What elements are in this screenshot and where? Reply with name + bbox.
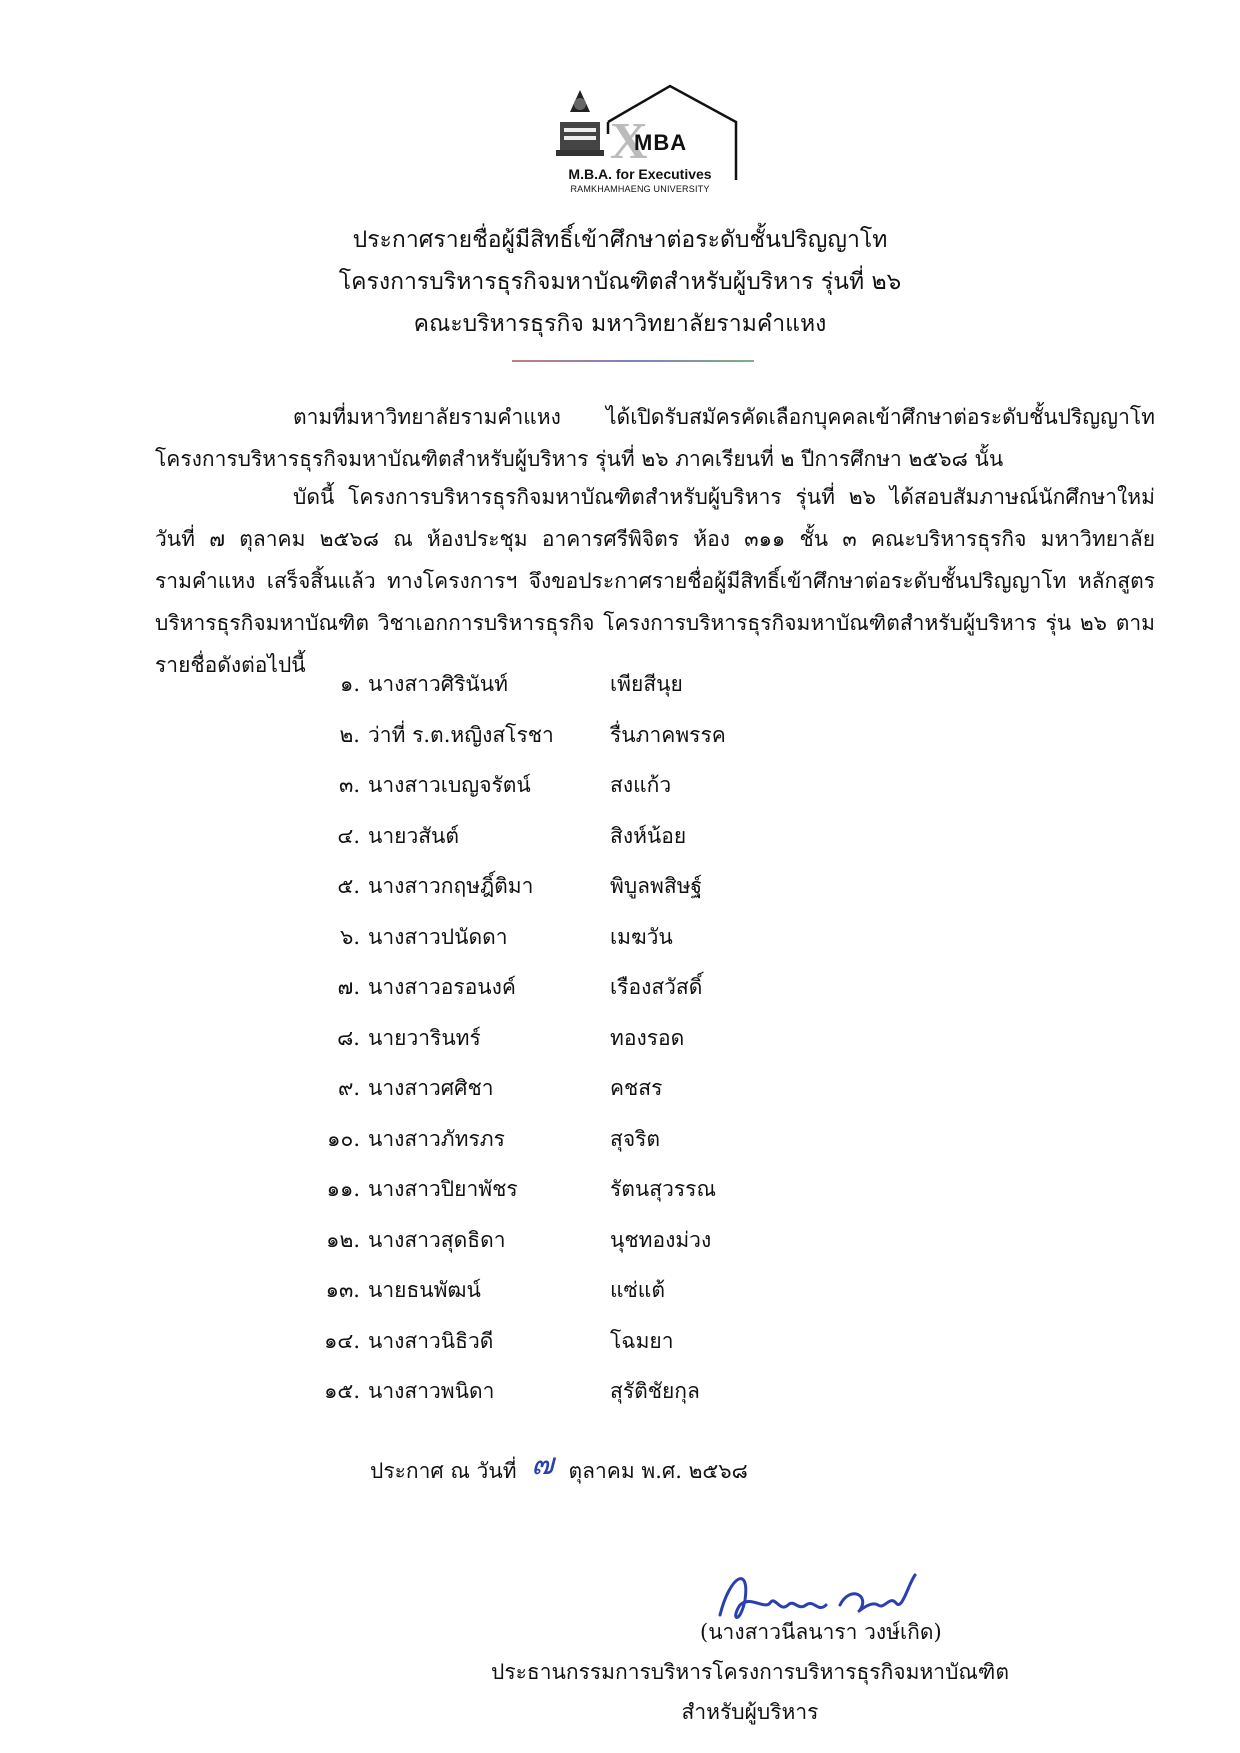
item-first-name: นางสาวศศิชา xyxy=(368,1076,494,1100)
heading-line-2: โครงการบริหารธุรกิจมหาบัณฑิตสำหรับผู้บริหาร รุ่นที่ ๒๖ xyxy=(338,269,902,295)
item-first-name: นางสาวอรอนงค์ xyxy=(368,975,516,999)
item-number: ๑๒. xyxy=(326,1227,360,1252)
signer-title-line-2: สำหรับผู้บริหาร xyxy=(681,1700,819,1724)
item-first-name: นางสาวนิธิวดี xyxy=(368,1328,494,1353)
item-first-name: นายวารินทร์ xyxy=(368,1025,481,1050)
signer-name: (นางสาวนีลนารา วงษ์เกิด) xyxy=(700,1620,942,1644)
item-number: ๑. xyxy=(339,672,360,696)
list-item xyxy=(280,1270,840,1321)
item-number: ๕. xyxy=(337,874,360,898)
announcement-day-handwritten: ๗ xyxy=(531,1447,554,1482)
admitted-names-list xyxy=(280,664,840,1422)
item-first-name: นางสาวศิรินันท์ xyxy=(368,672,508,696)
item-first-name: นางสาวพนิดา xyxy=(368,1379,495,1403)
item-last-name: สุรัติชัยกุล xyxy=(610,1379,700,1403)
item-number: ๑๕. xyxy=(324,1379,360,1403)
list-item xyxy=(280,866,840,917)
item-first-name: นายธนพัฒน์ xyxy=(368,1278,481,1302)
announcement-date xyxy=(370,1445,748,1492)
item-number: ๙. xyxy=(337,1076,360,1100)
announcement-prefix: ประกาศ ณ วันที่ xyxy=(370,1459,517,1483)
heading-line-3: คณะบริหารธุรกิจ มหาวิทยาลัยรามคำแหง xyxy=(413,311,827,337)
list-item xyxy=(280,1169,840,1220)
item-number: ๑๐. xyxy=(327,1126,360,1151)
list-item xyxy=(280,664,840,715)
heading-line-1: ประกาศรายชื่อผู้มีสิทธิ์เข้าศึกษาต่อระดับชั้นปริญญาโท xyxy=(352,227,888,253)
item-last-name: เมฆวัน xyxy=(610,924,673,949)
logo-university-name: RAMKHAMHAENG UNIVERSITY xyxy=(570,184,710,194)
item-first-name: นายวสันต์ xyxy=(368,823,460,848)
item-first-name: ว่าที่ ร.ต.หญิงสโรชา xyxy=(368,722,554,747)
item-last-name: สุจริต xyxy=(610,1126,661,1151)
item-number: ๑๓. xyxy=(325,1278,360,1302)
list-item xyxy=(280,1068,840,1119)
item-first-name: นางสาวเบญจรัตน์ xyxy=(368,773,531,797)
list-item xyxy=(280,1220,840,1271)
signer-title-line-1: ประธานกรรมการบริหารโครงการบริหารธุรกิจมหาบัณฑิต xyxy=(491,1660,1009,1684)
list-item xyxy=(280,1119,840,1170)
item-last-name: นุชทองม่วง xyxy=(610,1227,712,1252)
list-item xyxy=(280,816,840,867)
item-last-name: รัตนสุวรรณ xyxy=(610,1177,716,1201)
logo-mba-mark: MBA xyxy=(634,130,688,155)
item-last-name: โฉมยา xyxy=(610,1328,674,1353)
item-last-name: รื่นภาคพรรค xyxy=(610,722,726,747)
item-first-name: นางสาวกฤษฎิ์ติมา xyxy=(368,874,534,898)
list-item xyxy=(280,1371,840,1422)
item-last-name: สิงห์น้อย xyxy=(610,823,687,848)
item-first-name: นางสาวปนัดดา xyxy=(368,924,508,949)
mba-logo xyxy=(540,82,740,200)
item-first-name: นางสาวปิยาพัชร xyxy=(368,1177,518,1201)
item-last-name: คชสร xyxy=(610,1076,663,1100)
item-number: ๘. xyxy=(337,1025,360,1050)
announcement-suffix: ตุลาคม พ.ศ. ๒๕๖๘ xyxy=(568,1459,748,1483)
item-last-name: พิบูลพสิษฐ์ xyxy=(610,874,703,898)
item-number: ๔. xyxy=(337,823,360,848)
item-number: ๑๑. xyxy=(326,1177,360,1201)
list-item xyxy=(280,917,840,968)
item-number: ๗. xyxy=(337,975,360,999)
paragraph-1: ตามที่มหาวิทยาลัยรามคำแหง ได้เปิดรับสมัครคัดเลือกบุคคลเข้าศึกษาต่อระดับชั้นปริญญาโท โครงการบริหารธุรกิจมหาบัณฑิตสำหรับผู้บริหาร รุ่นที่ ๒๖ ภาคเรียนที่ ๒ ปีการศึกษา ๒๕๖๘ นั้น xyxy=(155,405,1155,471)
item-first-name: นางสาวภัทรภร xyxy=(368,1126,505,1151)
item-last-name: สงแก้ว xyxy=(610,773,672,797)
item-number: ๓. xyxy=(338,773,360,797)
item-last-name: เรืองสวัสดิ์ xyxy=(610,975,703,999)
item-last-name: แซ่แต้ xyxy=(610,1278,665,1302)
item-number: ๒. xyxy=(339,722,360,747)
heading-divider xyxy=(512,360,754,362)
list-item xyxy=(280,715,840,766)
item-number: ๖. xyxy=(339,924,360,949)
university-emblem-icon xyxy=(556,90,604,156)
list-item xyxy=(280,1321,840,1372)
item-last-name: เพียสีนุย xyxy=(610,672,683,696)
item-first-name: นางสาวสุดธิดา xyxy=(368,1227,506,1252)
item-last-name: ทองรอด xyxy=(610,1025,685,1050)
paragraph-2: บัดนี้ โครงการบริหารธุรกิจมหาบัณฑิตสำหรับผู้บริหาร รุ่นที่ ๒๖ ได้สอบสัมภาษณ์นักศึกษาใหม่ วันที่ ๗ ตุลาคม ๒๕๖๘ ณ ห้องประชุม อาคารศรีพิจิตร ห้อง ๓๑๑ ชั้น ๓ คณะบริหารธุรกิจ มหาวิทยาลัยรามคำแหง เสร็จสิ้นแล้ว ทางโครงการฯ จึงขอประกาศรายชื่อผู้มีสิทธิ์เข้าศึกษาต่อระดับชั้นปริญญาโท หลักสูตรบริหารธุรกิจมหาบัณฑิต วิชาเอกการบริหารธุรกิจ โครงการบริหารธุรกิจมหาบัณฑิตสำหรับผู้บริหาร รุ่น ๒๖ ตามรายชื่อดังต่อไปนี้ xyxy=(155,485,1155,677)
list-item xyxy=(280,967,840,1018)
list-item xyxy=(280,765,840,816)
svg-text:X: X xyxy=(610,113,648,170)
logo-tagline: M.B.A. for Executives xyxy=(568,166,712,182)
list-item xyxy=(280,1018,840,1069)
item-number: ๑๔. xyxy=(324,1328,360,1353)
